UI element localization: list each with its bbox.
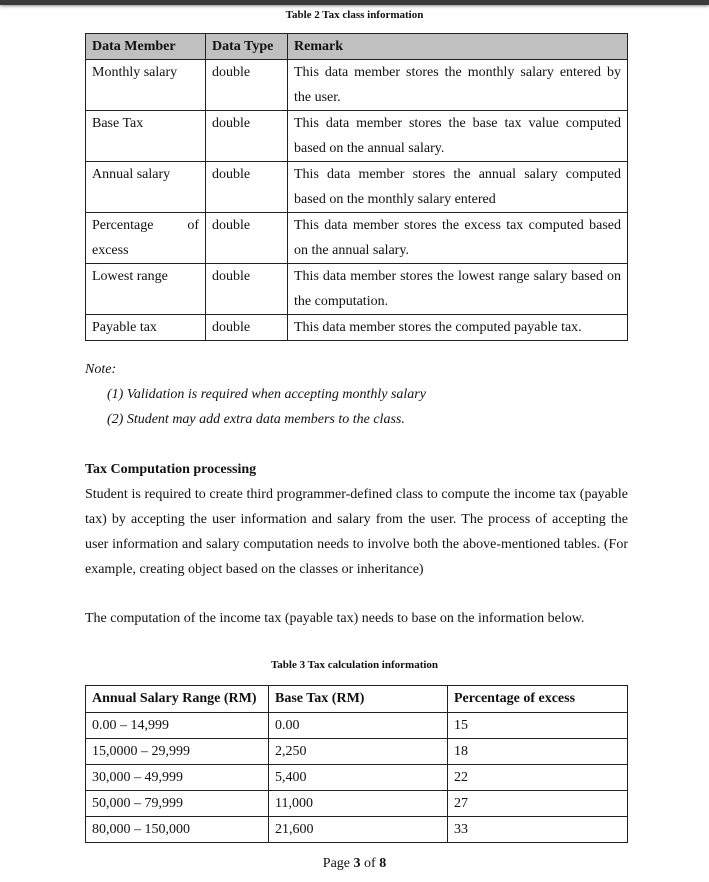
table3-caption: Table 3 Tax calculation information [270, 659, 439, 671]
table-row [86, 60, 628, 111]
table-cell: This data member stores the monthly salary entered by the user. [288, 60, 628, 111]
table-cell: 18 [448, 739, 628, 765]
table-cell: Monthly salary [86, 60, 206, 111]
table-cell: double [206, 111, 288, 162]
table-row [86, 739, 628, 765]
column-header: Percentage of excess [448, 686, 628, 713]
table-row [86, 111, 628, 162]
section-paragraph: Student is required to create third programmer-defined class to compute the income tax (payable tax) by accepting the user information and salary from the user. The process of accepting the user information and salary computation needs to involve both the above-mentioned tables. (For example, creating object based on the classes or inheritance) [85, 487, 628, 577]
page-word: Page [322, 856, 351, 871]
section-heading: Tax Computation processing [85, 462, 257, 477]
column-header: Data Type [206, 34, 288, 60]
table-cell: 15,0000 – 29,999 [86, 739, 269, 765]
column-header: Annual Salary Range (RM) [86, 686, 269, 713]
table-cell: 15 [448, 713, 628, 739]
table-cell: double [206, 213, 288, 264]
table-cell: 2,250 [269, 739, 448, 765]
table-row [86, 713, 628, 739]
table-cell: Lowest range [86, 264, 206, 315]
tax-calculation-table [85, 685, 628, 843]
table-cell: 22 [448, 765, 628, 791]
table-cell: 30,000 – 49,999 [86, 765, 269, 791]
table-cell: This data member stores the annual salary computed based on the monthly salary entered [288, 162, 628, 213]
table-cell: Base Tax [86, 111, 206, 162]
table-cell: 21,600 [269, 817, 448, 843]
total-pages: 8 [379, 856, 387, 871]
current-page: 3 [353, 856, 361, 871]
table-cell: Payable tax [86, 315, 206, 341]
column-header: Base Tax (RM) [269, 686, 448, 713]
tax-class-table [85, 33, 628, 341]
table-cell: 33 [448, 817, 628, 843]
column-header: Data Member [86, 34, 206, 60]
table-cell: 50,000 – 79,999 [86, 791, 269, 817]
table-row [86, 264, 628, 315]
table-cell: This data member stores the computed payable tax. [288, 315, 628, 341]
table-row [86, 791, 628, 817]
table-row [86, 213, 628, 264]
table-cell: double [206, 60, 288, 111]
table-row [86, 817, 628, 843]
note-item: (1) Validation is required when accepting monthly salary [107, 387, 426, 402]
table-cell: Percentage of excess [86, 213, 206, 264]
table-cell: double [206, 264, 288, 315]
table-cell: 80,000 – 150,000 [86, 817, 269, 843]
table2-caption: Table 2 Tax class information [285, 9, 424, 21]
table-cell: 0.00 [269, 713, 448, 739]
table-row [86, 765, 628, 791]
column-header: Remark [288, 34, 628, 60]
table-row [86, 315, 628, 341]
table-cell: double [206, 315, 288, 341]
table-cell: double [206, 162, 288, 213]
table-cell: 11,000 [269, 791, 448, 817]
of-word: of [364, 856, 376, 871]
table-row [86, 162, 628, 213]
table-cell: Annual salary [86, 162, 206, 213]
note-label: Note: [85, 362, 117, 377]
table-cell: This data member stores the base tax value computed based on the annual salary. [288, 111, 628, 162]
table-cell: 27 [448, 791, 628, 817]
viewer-toolbar-edge [0, 0, 709, 5]
page-number [0, 856, 709, 872]
note-item: (2) Student may add extra data members to the class. [107, 412, 405, 427]
table-cell: 0.00 – 14,999 [86, 713, 269, 739]
section-sentence: The computation of the income tax (payable tax) needs to base on the information below. [85, 611, 585, 626]
table-cell: This data member stores the excess tax computed based on the annual salary. [288, 213, 628, 264]
table-cell: 5,400 [269, 765, 448, 791]
table-cell: This data member stores the lowest range salary based on the computation. [288, 264, 628, 315]
